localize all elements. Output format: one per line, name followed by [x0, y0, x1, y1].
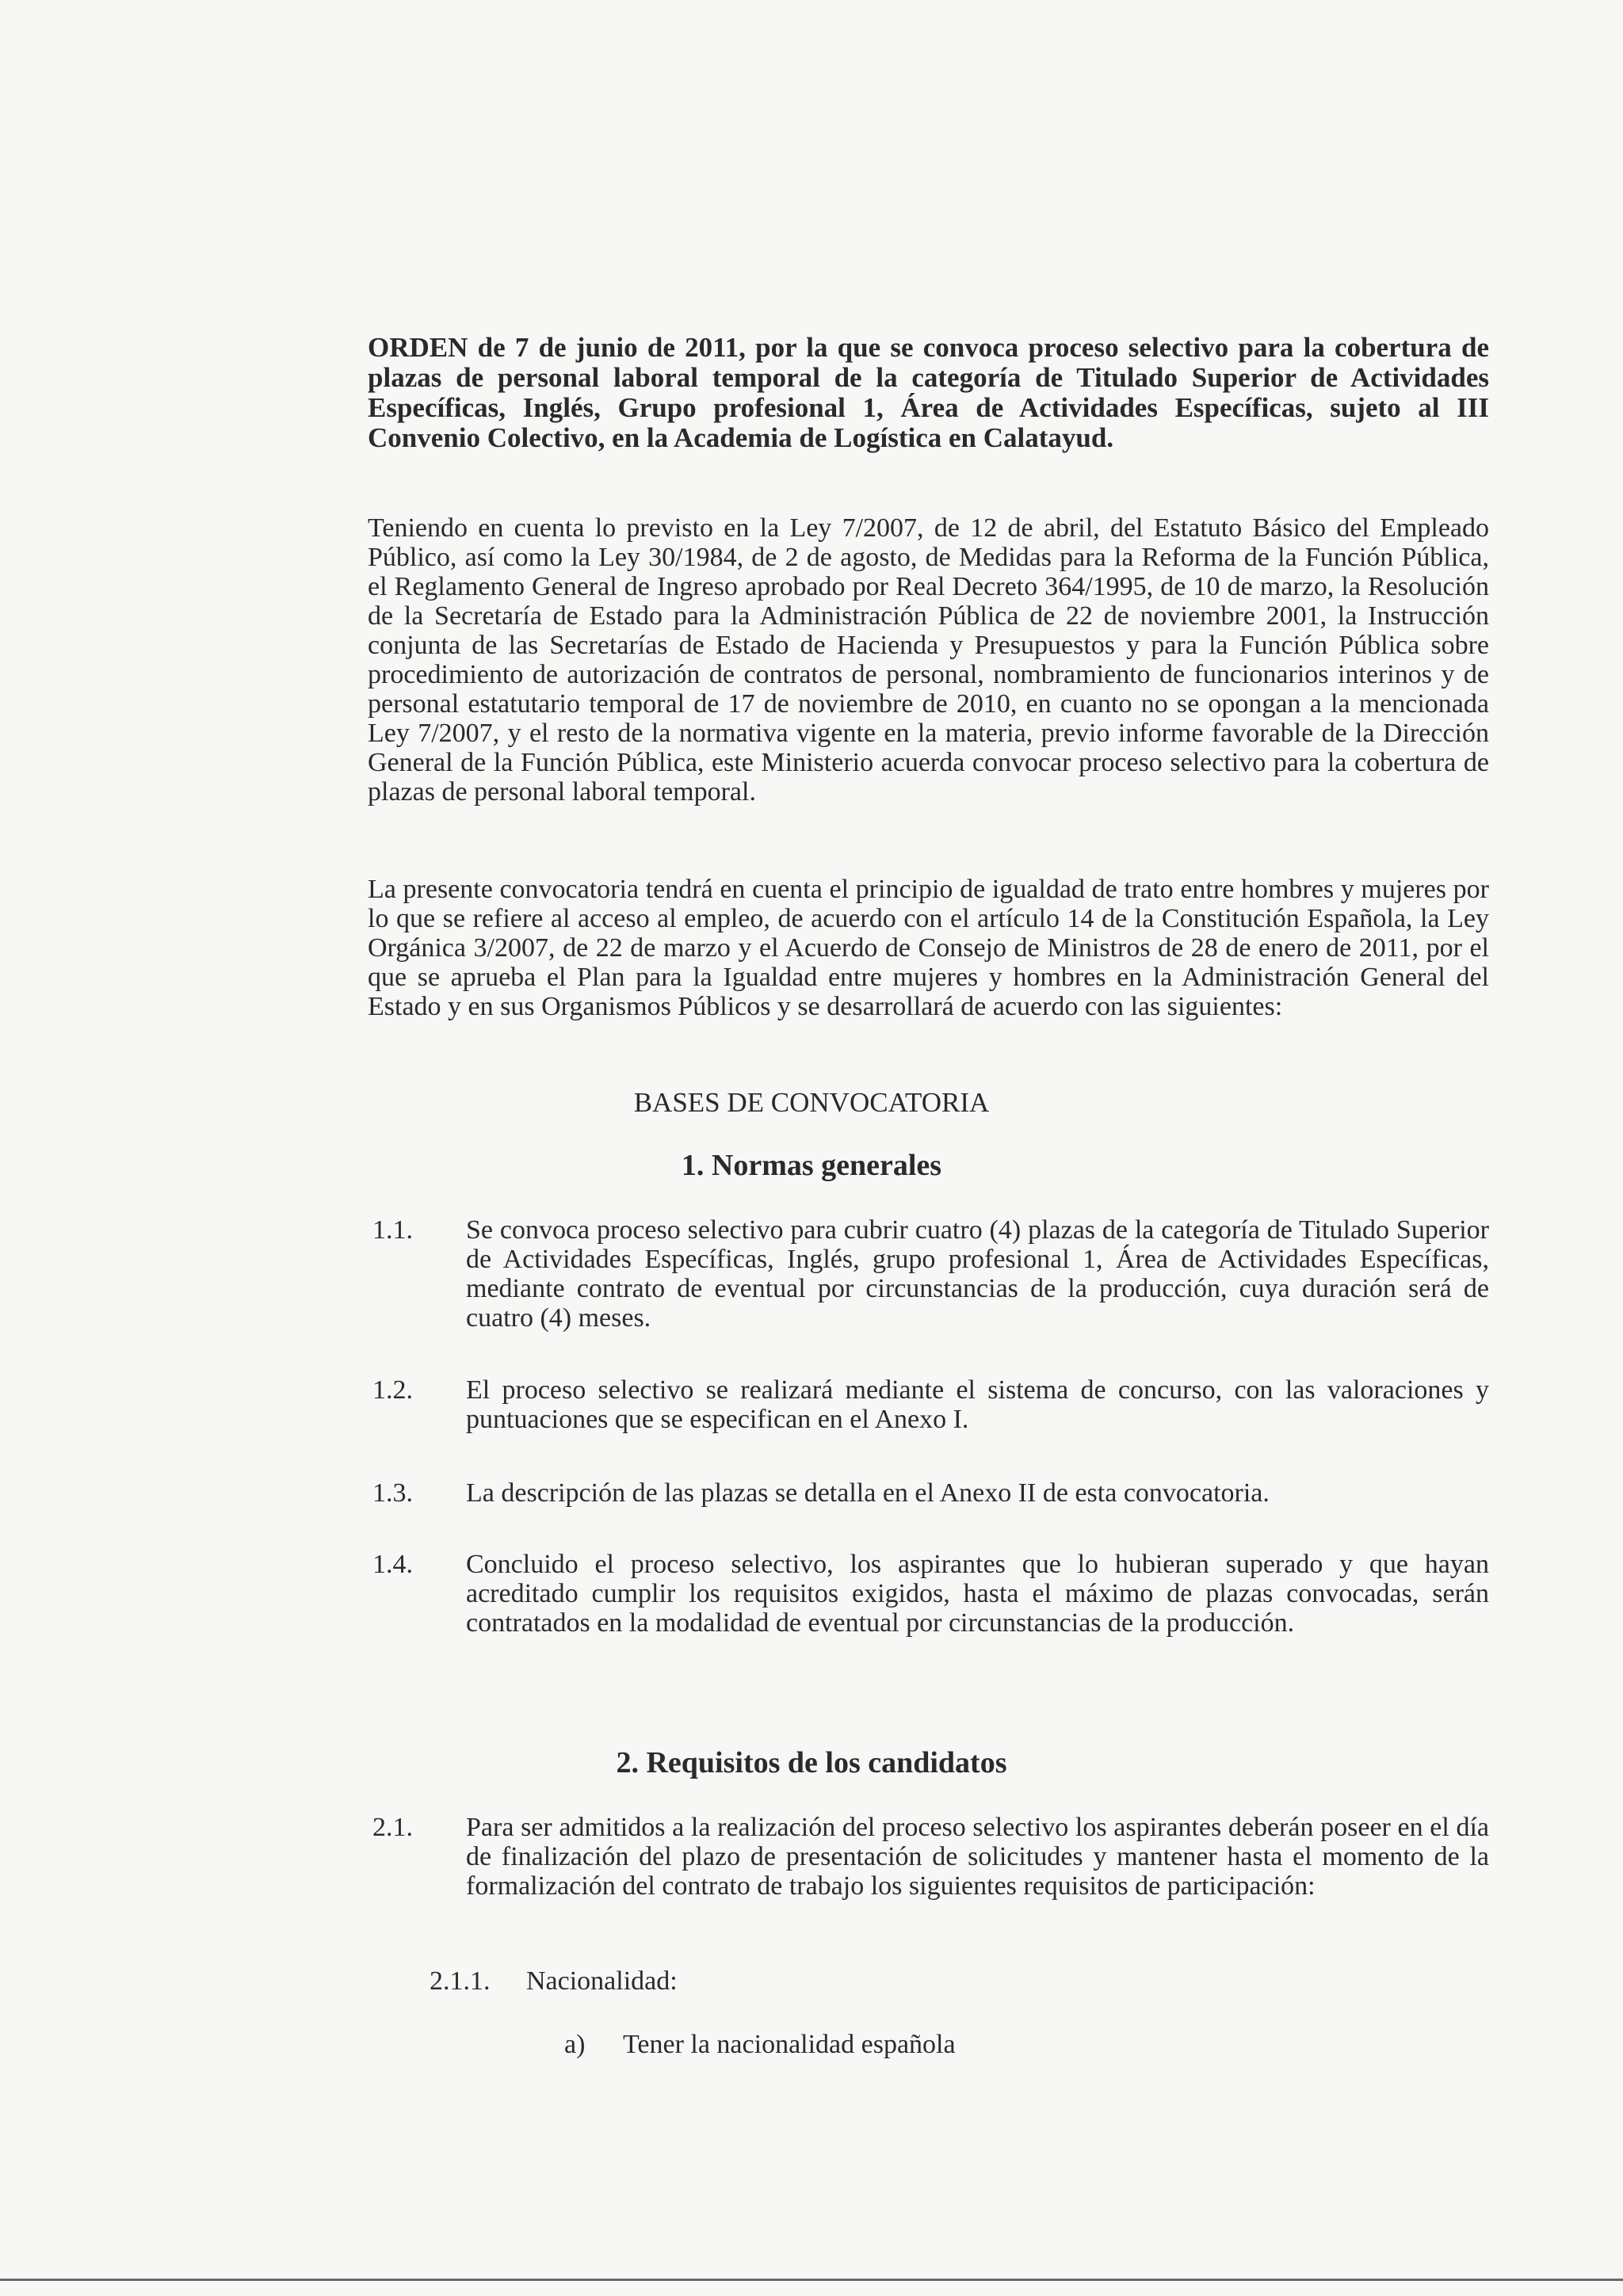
item-number: 1.3.: [372, 1478, 413, 1508]
paragraph-preamble: Teniendo en cuenta lo previsto en la Ley 7/2007, de 12 de abril, del Estatuto Básico del Empleado Público, así como la Ley 30/1984, de 2 de agosto, de Medidas para la Reforma de la Función Pública, el Reglamento General de Ingreso aprobado por Real Decreto 364/1995, de 10 de marzo, la Resolución de la Secretaría de Estado para la Administración Pública de 22 de noviembre 2001, la Instrucción conjunta de las Secretarías de Estado de Hacienda y Presupuestos y para la Función Pública sobre procedimiento de autorización de contratos de personal, nombramiento de funcionarios interinos y de personal estatutario temporal de 17 de noviembre de 2010, en cuanto no se opongan a la mencionada Ley 7/2007, y el resto de la normativa vigente en la materia, previo informe favorable de la Dirección General de la Función Pública, este Ministerio acuerda convocar proceso selectivo para la cobertura de plazas de personal laboral temporal.: [368, 513, 1489, 807]
subsubitem-text: Tener la nacionalidad española: [623, 2030, 956, 2059]
document-title: ORDEN de 7 de junio de 2011, por la que se convoca proceso selectivo para la cobertura de plazas de personal laboral temporal de la categoría de Titulado Superior de Actividades Específicas, Inglés, Grupo profesional 1, Área de Actividades Específicas, sujeto al III Convenio Colectivo, en la Academia de Logística en Calatayud.: [368, 332, 1489, 453]
page-bottom-rule: [0, 2279, 1623, 2281]
subitem-number: 2.1.1.: [430, 1966, 491, 1996]
subsubitem-number: a): [564, 2030, 586, 2059]
subitem-text: Nacionalidad:: [526, 1966, 678, 1996]
item-text: Para ser admitidos a la realización del proceso selectivo los aspirantes deberán poseer en el día de finalización del plazo de presentación de solicitudes y mantener hasta el momento de la formalización del contrato de trabajo los siguientes requisitos de participación:: [466, 1813, 1489, 1901]
item-text: El proceso selectivo se realizará mediante el sistema de concurso, con las valoraciones y puntuaciones que se especifican en el Anexo I.: [466, 1375, 1489, 1434]
item-text: Se convoca proceso selectivo para cubrir cuatro (4) plazas de la categoría de Titulado Superior de Actividades Específicas, Inglés, grupo profesional 1, Área de Actividades Específicas, mediante contrato de eventual por circunstancias de la producción, cuya duración será de cuatro (4) meses.: [466, 1215, 1489, 1333]
item-text: Concluido el proceso selectivo, los aspirantes que lo hubieran superado y que hayan acreditado cumplir los requisitos exigidos, hasta el máximo de plazas convocadas, serán contratados en la modalidad de eventual por circunstancias de la producción.: [466, 1550, 1489, 1638]
item-text: La descripción de las plazas se detalla en el Anexo II de esta convocatoria.: [466, 1478, 1270, 1508]
paragraph-equality: La presente convocatoria tendrá en cuenta el principio de igualdad de trato entre hombres y mujeres por lo que se refiere al acceso al empleo, de acuerdo con el artículo 14 de la Constitución Española, la Ley Orgánica 3/2007, de 22 de marzo y el Acuerdo de Consejo de Ministros de 28 de enero de 2011, por el que se aprueba el Plan para la Igualdad entre mujeres y hombres en la Administración General del Estado y en sus Organismos Públicos y se desarrollará de acuerdo con las siguientes:: [368, 875, 1489, 1021]
item-number: 1.2.: [372, 1375, 413, 1405]
item-number: 1.4.: [372, 1550, 413, 1579]
section-2-heading: 2. Requisitos de los candidatos: [616, 1746, 1007, 1779]
item-number: 1.1.: [372, 1215, 413, 1245]
item-number: 2.1.: [372, 1813, 413, 1842]
section-1-heading: 1. Normas generales: [681, 1149, 942, 1182]
bases-heading: BASES DE CONVOCATORIA: [633, 1087, 990, 1118]
